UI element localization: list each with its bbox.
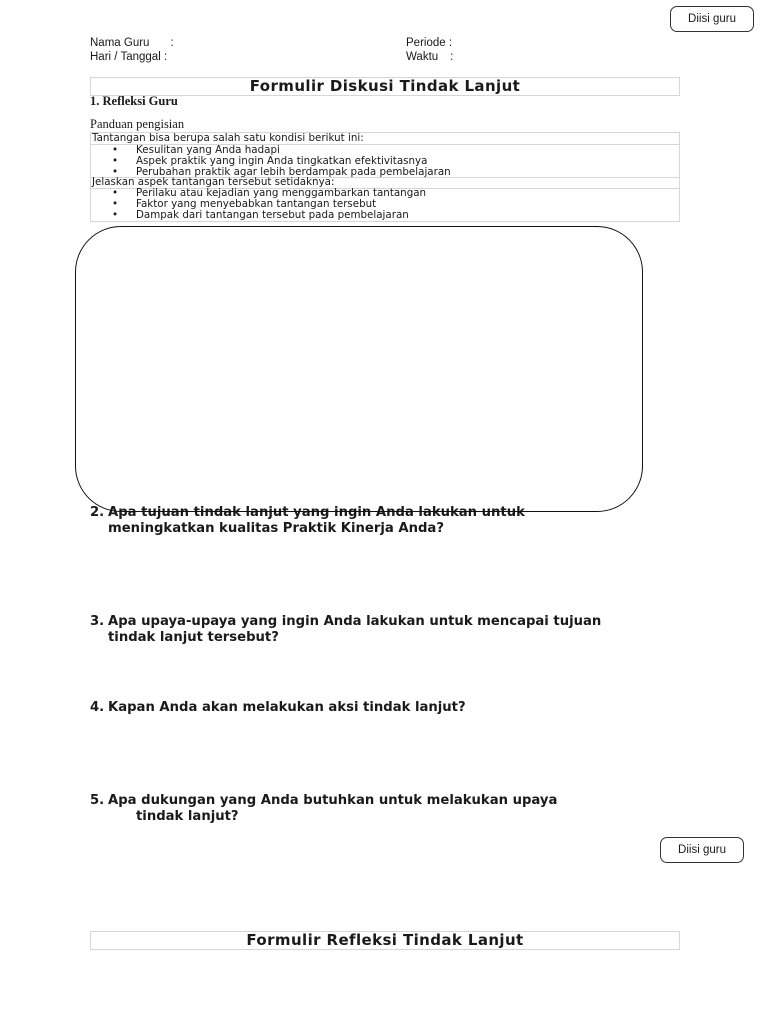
waktu-colon: : [450, 51, 454, 63]
question-text-cont: tindak lanjut? [136, 809, 239, 824]
challenge-intro: Tantangan bisa berupa salah satu kondisi berikut ini: [92, 132, 364, 144]
question-number: 3. [90, 614, 105, 629]
question-number: 5. [90, 793, 105, 808]
guide-title: Panduan pengisian [90, 117, 185, 131]
list-item: • Faktor yang menyebabkan tantangan tersebut [91, 199, 679, 210]
question-4 [90, 700, 690, 716]
field-periode: Periode : [406, 37, 453, 49]
question-5 [90, 793, 690, 825]
reflection-answer-box[interactable] [75, 226, 643, 512]
question-text-cont: meningkatkan kualitas Praktik Kinerja Anda? [108, 521, 444, 536]
list-item: • Perubahan praktik agar lebih berdampak pada pembelajaran [91, 167, 679, 178]
field-hari-tanggal: Hari / Tanggal : [90, 51, 168, 63]
question-number: 4. [90, 700, 105, 715]
filled-by-teacher-badge-2 [660, 837, 744, 863]
question-text-cont: tindak lanjut tersebut? [108, 630, 279, 645]
badge-label: Diisi guru [688, 13, 736, 25]
question-number: 2. [90, 505, 105, 520]
list-item: • Kesulitan yang Anda hadapi [91, 145, 679, 156]
aspect-intro: Jelaskan aspek tantangan tersebut setidaknya: [92, 176, 335, 188]
challenge-list [91, 145, 679, 178]
field-waktu [406, 51, 453, 63]
question-text: Apa dukungan yang Anda butuhkan untuk melakukan upaya [108, 793, 558, 808]
field-nama-guru [90, 37, 174, 49]
waktu-label: Waktu [406, 51, 439, 63]
question-3 [90, 614, 690, 646]
list-item: • Dampak dari tantangan tersebut pada pembelajaran [91, 210, 679, 221]
question-text: Kapan Anda akan melakukan aksi tindak lanjut? [108, 700, 466, 715]
badge-label: Diisi guru [678, 844, 726, 856]
form-title: Formulir Diskusi Tindak Lanjut [90, 77, 680, 96]
section-1-number: 1. [90, 94, 100, 108]
question-text: Apa tujuan tindak lanjut yang ingin Anda lakukan untuk [108, 505, 525, 520]
question-text: Apa upaya-upaya yang ingin Anda lakukan untuk mencapai tujuan [108, 614, 602, 629]
list-item: • Perilaku atau kejadian yang menggambarkan tantangan [91, 188, 679, 199]
section-1-heading [90, 94, 178, 109]
second-form-title: Formulir Refleksi Tindak Lanjut [90, 931, 680, 950]
section-1-title: Refleksi Guru [102, 94, 178, 108]
nama-guru-label: Nama Guru [90, 37, 150, 49]
list-item: • Aspek praktik yang ingin Anda tingkatkan efektivitasnya [91, 156, 679, 167]
aspect-list [91, 188, 679, 221]
guide-table [90, 132, 680, 222]
nama-guru-colon: : [170, 37, 174, 49]
filled-by-teacher-badge [670, 6, 754, 32]
